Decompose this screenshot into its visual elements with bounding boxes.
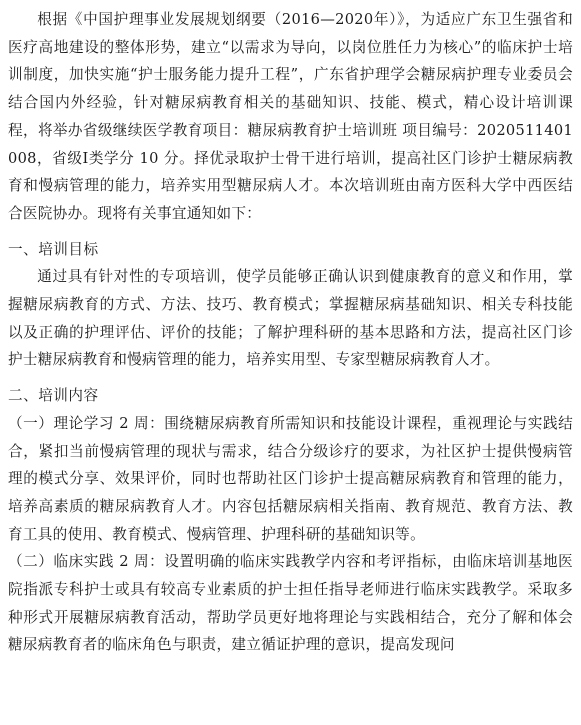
section-heading-training-content: 二、培训内容: [8, 387, 99, 405]
section-heading-training-goals: 一、培训目标: [8, 240, 99, 258]
intro-paragraph: 根据《中国护理事业发展规划纲要（2016—2020年）》，为适应广东卫生强省和医疗高地建设的整体形势，建立“以需求为导向，以岗位胜任力为核心”的临床护士培训制度，加快实施“护士服务能力提升工程”，广东省护理学会糖尿病护理专业委员会结合国内外经验，针对糖尿病教育相关的基础知识、技能、模式，精心设计培训课程，将举办省级继续医学教育项目：糖尿病教育护士培训班 项目编号：2020511401008，省级Ⅰ类学分 10 分。择优录取护士骨干进行培训，提高社区门诊护士糖尿病教育和慢病管理的能力，培养实用型糖尿病人才。本次培训班由南方医科大学中西医结合医院协办。现将有关事宜通知如下：: [8, 11, 573, 222]
theory-study-paragraph: （一）理论学习 2 周：围绕糖尿病教育所需知识和技能设计课程，重视理论与实践结合，紧扣当前慢病管理的现状与需求，结合分级诊疗的要求，为社区护士提供慢病管理的模式分享、效果评价，同时也帮助社区门诊护士提高糖尿病教育和管理的能力，培养高素质的糖尿病教育人才。内容包括糖尿病相关指南、教育规范、教育方法、教育工具的使用、教育模式、慢病管理、护理科研的基础知识等。: [8, 414, 573, 543]
training-goals-paragraph: 通过具有针对性的专项培训，使学员能够正确认识到健康教育的意义和作用，掌握糖尿病教育的方式、方法、技巧、教育模式；掌握糖尿病基础知识、相关专科技能以及正确的护理评估、评价的技能；了解护理科研的基本思路和方法，提高社区门诊护士糖尿病教育和慢病管理的能力，培养实用型、专家型糖尿病教育人才。: [8, 268, 573, 369]
clinical-practice-paragraph: （二）临床实践 2 周：设置明确的临床实践教学内容和考评指标，由临床培训基地医院指派专科护士或具有较高专业素质的护士担任指导老师进行临床实践教学。采取多种形式开展糖尿病教育活动，帮助学员更好地将理论与实践相结合，充分了解和体会糖尿病教育者的临床角色与职责，建立循证护理的意识，提高发现问: [8, 553, 573, 654]
